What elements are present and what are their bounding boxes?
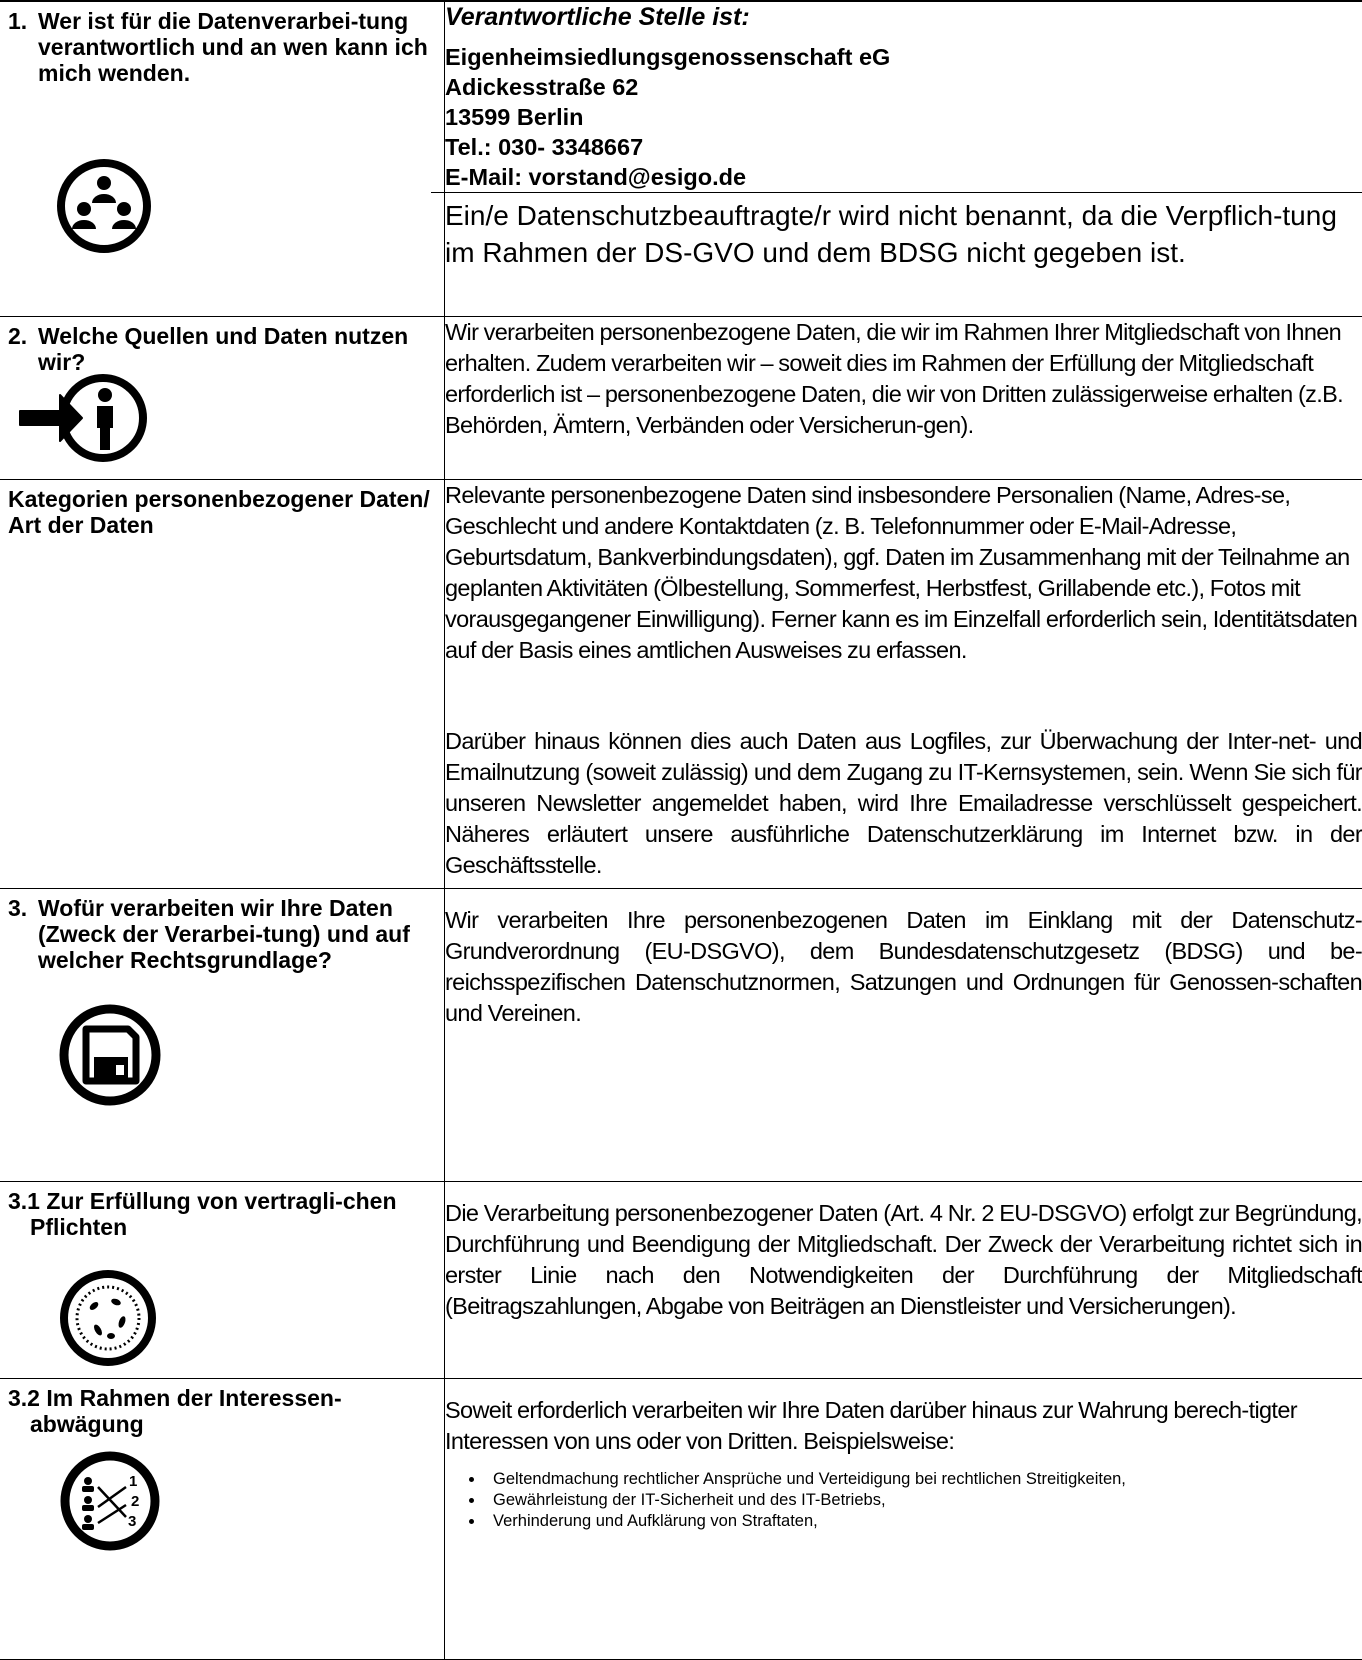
section-1-heading (0, 2, 444, 86)
row-section-3-2 (0, 1379, 1362, 1660)
contact-lines (445, 42, 1362, 192)
row-section-1 (0, 1, 1362, 317)
section-3-2-right-cell (445, 1379, 1362, 1660)
categories-heading: Kategorien personenbezogener Daten/ Art der Daten (0, 480, 444, 538)
section-3-text: Wir verarbeiten Ihre personenbezogenen Daten im Einklang mit der Datenschutz-Grundverordnung (EU-DSGVO), dem Bundesdatenschutzgesetz (BDSG) und be-reichsspezifischen Datenschutznormen, Satzungen und Ordnungen für Genossen-schaften und Vereinen. (445, 905, 1362, 1029)
row-section-3-1 (0, 1182, 1362, 1379)
dpo-note: Ein/e Datenschutzbeauftragte/r wird nicht benannt, da die Verpflich-tung im Rahmen der DS-GVO und dem BDSG nicht gegeben ist. (431, 192, 1362, 307)
contact-line-city: 13599 Berlin (445, 102, 1362, 132)
floppy-disk-icon (56, 1001, 444, 1109)
section-3-2-bullet-list (445, 1469, 1362, 1532)
categories-left-cell (0, 480, 445, 889)
organization-icon (54, 156, 444, 256)
contact-line-org: Eigenheimsiedlungsgenossenschaft eG (445, 42, 1362, 72)
section-3-left-cell (0, 889, 445, 1182)
categories-text-2: Darüber hinaus können dies auch Daten aus Logfiles, zur Überwachung der Inter-net- und Emailnutzung (soweit zulässig) und dem Zugang zu IT-Kernsystemen, sein. Wenn Sie sich für unseren Newsletter angemeldet haben, wird Ihre Emailadresse verschlüsselt gespeichert. Näheres erläutert unsere ausführliche Datenschutzerklärung im Internet bzw. in der Geschäftsstelle. (445, 726, 1362, 881)
icon-number-2: 2 (131, 1493, 139, 1510)
section-3-2-text: Soweit erforderlich verarbeiten wir Ihre Daten darüber hinaus zur Wahrung berech-tigter Interessen von uns oder von Dritten. Beispielsweise: (445, 1395, 1362, 1457)
categories-text-1: Relevante personenbezogene Daten sind insbesondere Personalien (Name, Adres-se, Geschlecht und andere Kontaktdaten (z. B. Telefonnummer oder E-Mail-Adresse, Geburtsdatum, Bankverbindungsdaten), ggf. Daten im Zusammenhang mit der Teilnahme an geplanten Aktivitäten (Ölbestellung, Sommerfest, Herbstfest, Grillabende etc.), Fotos mit vorausgegangener Einwilligung). Ferner kann es im Einzelfall erforderlich sein, Identitätsdaten auf der Basis eines amtlichen Ausweises zu erfassen. (445, 480, 1362, 666)
bullet-item: • Geltendmachung rechtlicher Ansprüche und Verteidigung bei rechtlichen Streitigkeiten, (485, 1469, 1362, 1490)
contract-icon (56, 1266, 444, 1370)
section-3-1-heading: 3.1 Zur Erfüllung von vertragli-chen Pflichten (0, 1182, 444, 1240)
section-1-left-cell (0, 1, 445, 317)
section-3-right-cell (445, 889, 1362, 1182)
contact-line-street: Adickesstraße 62 (445, 72, 1362, 102)
section-1-heading-text: Wer ist für die Datenverarbei-tung verantwortlich und an wen kann ich mich wenden. (38, 8, 436, 86)
balancing-interests-icon (56, 1447, 444, 1555)
contact-line-email: E-Mail: vorstand@esigo.de (445, 162, 1362, 192)
categories-right-cell (445, 480, 1362, 889)
icon-number-3: 3 (128, 1513, 136, 1530)
section-3-1-left-cell (0, 1182, 445, 1379)
row-categories (0, 480, 1362, 889)
section-3-heading (0, 889, 444, 973)
person-arrow-icon (16, 371, 444, 463)
row-section-2 (0, 317, 1362, 480)
section-2-text: Wir verarbeiten personenbezogene Daten, die wir im Rahmen Ihrer Mitgliedschaft von Ihnen erhalten. Zudem verarbeiten wir – soweit dies im Rahmen der Erfüllung der Mitgliedschaft erforderlich ist – personenbezogene Daten, die wir von Dritten zulässigerweise erhalten (z.B. Behörden, Ämtern, Verbänden oder Versicherun-gen). (445, 317, 1362, 441)
section-3-1-text: Die Verarbeitung personenbezogener Daten (Art. 4 Nr. 2 EU-DSGVO) erfolgt zur Begründung, Durchführung und Beendigung der Mitgliedschaft. Der Zweck der Verarbeitung richtet sich in erster Linie nach den Notwendigkeiten der Durchführung der Mitgliedschaft (Beitragszahlungen, Abgabe von Beiträgen an Dienstleister und Versicherungen). (445, 1198, 1362, 1322)
section-3-2-heading: 3.2 Im Rahmen der Interessen-abwägung (0, 1379, 444, 1437)
contact-title: Verantwortliche Stelle ist: (445, 2, 1362, 32)
section-2-number: 2. (8, 323, 38, 375)
row-section-3 (0, 889, 1362, 1182)
section-3-number: 3. (8, 895, 38, 973)
section-2-heading (0, 317, 444, 375)
section-2-heading-text: Welche Quellen und Daten nutzen wir? (38, 323, 436, 375)
contact-line-phone: Tel.: 030- 3348667 (445, 132, 1362, 162)
section-3-2-left-cell (0, 1379, 445, 1660)
section-3-heading-text: Wofür verarbeiten wir Ihre Daten (Zweck der Verarbei-tung) und auf welcher Rechtsgrundlage? (38, 895, 436, 973)
bullet-item: • Gewährleistung der IT-Sicherheit und des IT-Betriebs, (485, 1490, 1362, 1511)
section-2-left-cell (0, 317, 445, 480)
icon-number-1: 1 (129, 1473, 137, 1490)
bullet-item: • Verhinderung und Aufklärung von Straftaten, (485, 1511, 1362, 1532)
section-2-right-cell (445, 317, 1362, 480)
section-1-number: 1. (8, 8, 38, 86)
section-1-right-cell (445, 1, 1362, 317)
section-3-1-right-cell (445, 1182, 1362, 1379)
